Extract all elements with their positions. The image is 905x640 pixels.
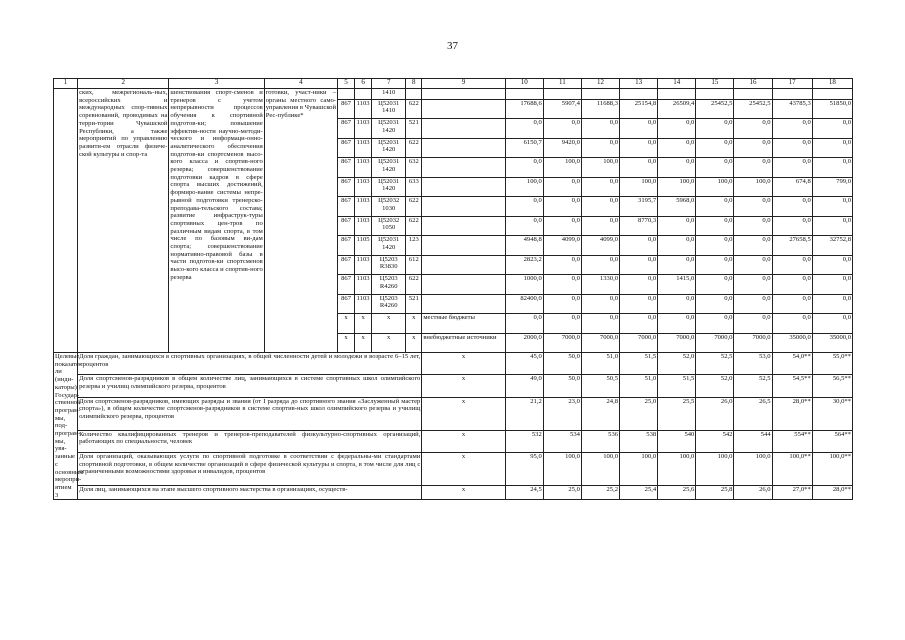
year-value <box>620 89 658 100</box>
year-value: 0,0 <box>658 236 696 256</box>
year-value: 4948,8 <box>505 236 543 256</box>
grbs-code: 867 <box>338 197 355 217</box>
indicator-value: 51,0 <box>620 375 658 397</box>
target-article-code: Ц52031 1420 <box>372 177 406 197</box>
year-value: 0,0 <box>696 197 734 217</box>
year-value: 0,0 <box>734 236 772 256</box>
year-value: 0,0 <box>581 294 619 314</box>
year-value: 0,0 <box>772 275 812 295</box>
indicator-value: 544 <box>734 430 772 452</box>
measure-description: ских, межрегиональ-ных, всероссийских и международных спор-тивных соревнований, проводимых на терри-тории Чувашской Республики, а также мероприятий по управлению развити-ем отрасли физиче-ской культуры и спор-та <box>78 89 169 353</box>
header-cell: 17 <box>772 79 812 89</box>
year-value: 0,0 <box>696 255 734 275</box>
year-value: 2000,0 <box>505 333 543 353</box>
year-value: 0,0 <box>620 314 658 334</box>
header-cell: 11 <box>543 79 581 89</box>
year-value: 0,0 <box>543 216 581 236</box>
header-cell: 3 <box>169 79 264 89</box>
expense-type-code: 622 <box>406 138 422 158</box>
indicator-value: 54,5** <box>772 375 812 397</box>
year-value: 7000,0 <box>620 333 658 353</box>
year-value: 32752,8 <box>812 236 852 256</box>
expense-type-code: 521 <box>406 294 422 314</box>
indicator-value: 538 <box>620 430 658 452</box>
tasks-description: шенствования спорт-сменов и тренеров с учетом непрерывности процессов обучения к спортивной подготов-ки; повышение эффектив-ности научно-методи-ческого и информаци-онно-аналитического обеспечения подготов-ки спортсменов высо-кого класса и спортив-ного резерва; совершенствование подготовки кадров в сфере спорта высших достижений, формиро-вание системы непре-рывной подготовки тренерско-преподава-тельского состава; развитие инфраструк-туры спортивных цен-тров по различным видам спорта, в том числе по базовым ви-дам спорта; совершенствование нормативно-правовой базы в части подготов-ки спортсменов высо-кого класса и спортив-ного резерва <box>169 89 264 353</box>
indicator-value: 51,5 <box>620 353 658 375</box>
grbs-code: 867 <box>338 294 355 314</box>
year-value: 3195,7 <box>620 197 658 217</box>
year-value: 0,0 <box>772 158 812 178</box>
section-code: x <box>355 333 372 353</box>
year-value: 0,0 <box>620 158 658 178</box>
target-article-code: Ц52031 1420 <box>372 138 406 158</box>
funding-source <box>422 197 505 217</box>
target-article-code: Ц5203 R4260 <box>372 294 406 314</box>
year-value: 0,0 <box>696 275 734 295</box>
indicator-value: 52,5 <box>734 375 772 397</box>
year-value: 100,0 <box>696 177 734 197</box>
year-value: 4099,0 <box>543 236 581 256</box>
year-value: 0,0 <box>734 197 772 217</box>
year-value: 7000,0 <box>581 333 619 353</box>
year-value: 0,0 <box>696 119 734 139</box>
year-value: 0,0 <box>620 275 658 295</box>
year-value: 0,0 <box>812 294 852 314</box>
target-article-code: 1410 <box>372 89 406 100</box>
indicator-value: 50,0 <box>543 353 581 375</box>
target-article-code: Ц5203 R4260 <box>372 275 406 295</box>
target-article-code: Ц52032 1050 <box>372 216 406 236</box>
year-value: 0,0 <box>543 275 581 295</box>
year-value: 7000,0 <box>543 333 581 353</box>
indicator-value: 54,0** <box>772 353 812 375</box>
year-value: 0,0 <box>772 294 812 314</box>
year-value: 5968,0 <box>658 197 696 217</box>
funding-source: местные бюджеты <box>422 314 505 334</box>
year-value: 0,0 <box>543 255 581 275</box>
year-value <box>772 89 812 100</box>
header-cell: 1 <box>54 79 78 89</box>
year-value <box>543 89 581 100</box>
year-value <box>581 89 619 100</box>
year-value: 0,0 <box>696 314 734 334</box>
indicator-value: 45,0 <box>505 353 543 375</box>
grbs-code: 867 <box>338 119 355 139</box>
year-value: 6150,7 <box>505 138 543 158</box>
indicator-value: 25,5 <box>658 397 696 430</box>
year-value: 0,0 <box>772 197 812 217</box>
indicator-value: 540 <box>658 430 696 452</box>
year-value: 0,0 <box>734 275 772 295</box>
header-cell: 13 <box>620 79 658 89</box>
header-cell: 4 <box>264 79 337 89</box>
year-value: 7000,0 <box>696 333 734 353</box>
indicator-value: 542 <box>696 430 734 452</box>
expense-type-code <box>406 89 422 100</box>
year-value: 0,0 <box>812 197 852 217</box>
indicator-value: 50,0 <box>543 375 581 397</box>
year-value: 0,0 <box>543 119 581 139</box>
year-value: 0,0 <box>734 138 772 158</box>
year-value: 0,0 <box>734 216 772 236</box>
year-value: 82400,0 <box>505 294 543 314</box>
year-value: 0,0 <box>734 119 772 139</box>
year-value: 0,0 <box>772 216 812 236</box>
year-value: 0,0 <box>812 275 852 295</box>
indicator-x: x <box>422 430 505 452</box>
year-value: 25452,5 <box>734 99 772 119</box>
header-cell: 15 <box>696 79 734 89</box>
page-number: 37 <box>447 40 458 52</box>
indicator-value: 532 <box>505 430 543 452</box>
year-value: 1415,0 <box>658 275 696 295</box>
indicator-value: 100,0 <box>581 453 619 486</box>
year-value: 0,0 <box>543 294 581 314</box>
indicator-value: 21,2 <box>505 397 543 430</box>
indicator-text: Количество квалифицированных тренеров и тренеров-преподавателей физкультурно-спортивных организаций, работающих по специальности, человек <box>78 430 422 452</box>
indicator-value: 100,0** <box>772 453 812 486</box>
year-value <box>696 89 734 100</box>
header-cell: 8 <box>406 79 422 89</box>
year-value: 0,0 <box>696 158 734 178</box>
expense-type-code: 622 <box>406 216 422 236</box>
year-value: 100,0 <box>620 177 658 197</box>
year-value: 100,0 <box>734 177 772 197</box>
funding-source <box>422 294 505 314</box>
year-value: 0,0 <box>772 138 812 158</box>
year-value: 0,0 <box>505 119 543 139</box>
grbs-code: 867 <box>338 138 355 158</box>
finance-row <box>54 89 853 100</box>
indicator-value: 100,0 <box>734 453 772 486</box>
executor-description: готовки, участ-ники – органы местного само-управления в Чувашской Рес-публике* <box>264 89 337 353</box>
expense-type-code: 632 <box>406 158 422 178</box>
year-value: 0,0 <box>658 158 696 178</box>
year-value: 0,0 <box>734 294 772 314</box>
indicator-value: 534 <box>543 430 581 452</box>
indicator-value: 95,0 <box>505 453 543 486</box>
target-article-code: x <box>372 314 406 334</box>
target-article-code: Ц52031 1420 <box>372 158 406 178</box>
indicator-row <box>54 397 853 430</box>
indicator-value: 27,0** <box>772 485 812 499</box>
year-value: 9420,0 <box>543 138 581 158</box>
indicator-value: 100,0 <box>696 453 734 486</box>
indicator-value: 56,5** <box>812 375 852 397</box>
year-value: 0,0 <box>543 177 581 197</box>
funding-source <box>422 216 505 236</box>
year-value: 0,0 <box>505 314 543 334</box>
year-value: 17688,6 <box>505 99 543 119</box>
grbs-code: x <box>338 314 355 334</box>
expense-type-code: 622 <box>406 99 422 119</box>
year-value: 8770,3 <box>620 216 658 236</box>
year-value: 799,0 <box>812 177 852 197</box>
section-code: 1103 <box>355 158 372 178</box>
year-value: 0,0 <box>543 314 581 334</box>
year-value: 4099,0 <box>581 236 619 256</box>
year-value: 0,0 <box>581 216 619 236</box>
year-value: 25452,5 <box>696 99 734 119</box>
header-cell: 9 <box>422 79 505 89</box>
year-value: 0,0 <box>581 197 619 217</box>
year-value: 0,0 <box>505 197 543 217</box>
header-cell: 12 <box>581 79 619 89</box>
year-value: 0,0 <box>812 314 852 334</box>
indicator-value: 24,8 <box>581 397 619 430</box>
year-value: 2823,2 <box>505 255 543 275</box>
indicator-x: x <box>422 485 505 499</box>
indicator-row <box>54 430 853 452</box>
section-code: 1103 <box>355 119 372 139</box>
indicator-value: 49,0 <box>505 375 543 397</box>
year-value: 0,0 <box>581 177 619 197</box>
header-cell: 7 <box>372 79 406 89</box>
year-value: 1000,0 <box>505 275 543 295</box>
year-value: 0,0 <box>658 255 696 275</box>
year-value: 0,0 <box>696 236 734 256</box>
year-value: 0,0 <box>734 255 772 275</box>
indicator-value: 25,6 <box>658 485 696 499</box>
funding-source <box>422 89 505 100</box>
year-value: 0,0 <box>505 158 543 178</box>
year-value: 0,0 <box>658 294 696 314</box>
year-value: 35000,0 <box>812 333 852 353</box>
indicator-row <box>54 353 853 375</box>
expense-type-code: x <box>406 314 422 334</box>
indicator-value: 100,0 <box>620 453 658 486</box>
funding-source <box>422 236 505 256</box>
indicator-value: 100,0** <box>812 453 852 486</box>
indicator-value: 55,0** <box>812 353 852 375</box>
year-value: 1330,0 <box>581 275 619 295</box>
year-value: 0,0 <box>812 216 852 236</box>
grbs-code: 867 <box>338 177 355 197</box>
grbs-code: 867 <box>338 236 355 256</box>
header-cell: 18 <box>812 79 852 89</box>
indicator-row <box>54 453 853 486</box>
year-value: 0,0 <box>658 119 696 139</box>
section-code: x <box>355 314 372 334</box>
grbs-code: 867 <box>338 99 355 119</box>
funding-source: внебюджетные источники <box>422 333 505 353</box>
year-value: 0,0 <box>696 294 734 314</box>
col1-cell <box>54 89 78 353</box>
section-code: 1103 <box>355 177 372 197</box>
funding-source <box>422 275 505 295</box>
year-value: 0,0 <box>581 119 619 139</box>
header-cell: 14 <box>658 79 696 89</box>
section-code: 1103 <box>355 99 372 119</box>
indicator-value: 25,8 <box>696 485 734 499</box>
grbs-code <box>338 89 355 100</box>
indicator-text: Доля спортсменов-разрядников в общем количестве лиц, занимающихся в системе спортивных школ олимпийского резерва и училищ олимпийского резерва, процентов <box>78 375 422 397</box>
section-code: 1103 <box>355 255 372 275</box>
target-indicators-label: Целевые показате-ли (инди-каторы) Государ-ственной програм-мы, под-програм-мы, увя-занные с основным меропри-ятием 3 <box>55 353 84 499</box>
indicator-value: 52,5 <box>696 353 734 375</box>
year-value: 43785,3 <box>772 99 812 119</box>
year-value: 0,0 <box>581 255 619 275</box>
year-value: 0,0 <box>772 314 812 334</box>
indicator-value: 30,0** <box>812 397 852 430</box>
funding-source <box>422 99 505 119</box>
year-value: 26509,4 <box>658 99 696 119</box>
year-value: 0,0 <box>543 197 581 217</box>
year-value: 0,0 <box>658 314 696 334</box>
indicator-value: 100,0 <box>543 453 581 486</box>
indicator-value: 25,0 <box>543 485 581 499</box>
year-value: 27658,5 <box>772 236 812 256</box>
indicator-text: Доля лиц, занимающихся на этапе высшего спортивного мастерства в организациях, осуществ- <box>78 485 422 499</box>
indicator-value: 25,4 <box>620 485 658 499</box>
indicator-text: Доля граждан, занимающихся в спортивных организациях, в общей численности детей и молодежи в возрасте 6–15 лет, процентов <box>78 353 422 375</box>
indicator-value: 536 <box>581 430 619 452</box>
indicator-value: 53,0 <box>734 353 772 375</box>
year-value: 0,0 <box>505 216 543 236</box>
indicator-value: 100,0 <box>658 453 696 486</box>
year-value: 0,0 <box>696 138 734 158</box>
year-value: 0,0 <box>812 119 852 139</box>
indicator-value: 51,0 <box>581 353 619 375</box>
indicator-value: 25,2 <box>581 485 619 499</box>
indicator-value: 564** <box>812 430 852 452</box>
year-value: 0,0 <box>812 138 852 158</box>
target-article-code: x <box>372 333 406 353</box>
funding-source <box>422 255 505 275</box>
expense-type-code: 521 <box>406 119 422 139</box>
target-article-code: Ц52032 1030 <box>372 197 406 217</box>
section-code: 1105 <box>355 236 372 256</box>
indicator-text: Доля организаций, оказывающих услуги по спортивной подготовке в соответствии с федеральны-ми стандартами спортивной подготовки, в общем количестве организаций в сфере физической культуры и спорта, в том числе для лиц с ограниченными возможностями здоровья и инвалидов, процентов <box>78 453 422 486</box>
grbs-code: 867 <box>338 255 355 275</box>
grbs-code: 867 <box>338 275 355 295</box>
year-value <box>658 89 696 100</box>
year-value: 0,0 <box>620 294 658 314</box>
header-row <box>54 79 853 89</box>
year-value <box>505 89 543 100</box>
year-value: 0,0 <box>581 138 619 158</box>
target-article-code: Ц52031 1420 <box>372 119 406 139</box>
year-value: 100,0 <box>543 158 581 178</box>
program-table <box>53 78 853 500</box>
section-code: 1103 <box>355 138 372 158</box>
indicator-value: 25,0 <box>620 397 658 430</box>
indicator-x: x <box>422 397 505 430</box>
expense-type-code: 622 <box>406 275 422 295</box>
year-value <box>812 89 852 100</box>
expense-type-code: 612 <box>406 255 422 275</box>
year-value: 100,0 <box>658 177 696 197</box>
expense-type-code: 633 <box>406 177 422 197</box>
section-code <box>355 89 372 100</box>
year-value: 11688,3 <box>581 99 619 119</box>
year-value: 0,0 <box>620 138 658 158</box>
grbs-code: 867 <box>338 158 355 178</box>
year-value: 7000,0 <box>734 333 772 353</box>
indicator-value: 26,0 <box>734 485 772 499</box>
expense-type-code: x <box>406 333 422 353</box>
year-value <box>734 89 772 100</box>
grbs-code: 867 <box>338 216 355 236</box>
indicator-value: 23,0 <box>543 397 581 430</box>
indicator-value: 28,0** <box>812 485 852 499</box>
year-value: 5907,4 <box>543 99 581 119</box>
year-value: 100,0 <box>505 177 543 197</box>
year-value: 0,0 <box>658 138 696 158</box>
funding-source <box>422 119 505 139</box>
indicator-value: 52,0 <box>658 353 696 375</box>
indicator-value: 52,0 <box>696 375 734 397</box>
target-article-code: Ц5203 R3830 <box>372 255 406 275</box>
header-cell: 10 <box>505 79 543 89</box>
year-value: 0,0 <box>620 255 658 275</box>
year-value: 0,0 <box>772 119 812 139</box>
section-code: 1103 <box>355 216 372 236</box>
target-article-code: Ц52031 1420 <box>372 236 406 256</box>
year-value: 0,0 <box>812 158 852 178</box>
year-value: 0,0 <box>734 314 772 334</box>
year-value: 0,0 <box>812 255 852 275</box>
year-value: 0,0 <box>620 119 658 139</box>
year-value: 0,0 <box>620 236 658 256</box>
year-value: 674,8 <box>772 177 812 197</box>
indicator-value: 26,5 <box>734 397 772 430</box>
indicator-value: 554** <box>772 430 812 452</box>
indicator-text: Доля спортсменов-разрядников, имеющих разряды и звания (от I разряда до спортивного звания «Заслуженный мастер спорта»), в общем количестве спортсменов-разрядников в системе спортив-ных школ олимпийского резерва и училищ олимпийского резерва, процентов <box>78 397 422 430</box>
header-cell: 6 <box>355 79 372 89</box>
year-value: 0,0 <box>772 255 812 275</box>
header-cell: 2 <box>78 79 169 89</box>
year-value: 0,0 <box>734 158 772 178</box>
year-value: 0,0 <box>696 216 734 236</box>
year-value: 0,0 <box>658 216 696 236</box>
indicator-value: 50,5 <box>581 375 619 397</box>
funding-source <box>422 138 505 158</box>
section-code: 1103 <box>355 197 372 217</box>
indicator-x: x <box>422 353 505 375</box>
year-value: 7000,0 <box>658 333 696 353</box>
year-value: 100,0 <box>581 158 619 178</box>
funding-source <box>422 177 505 197</box>
indicator-value: 28,0** <box>772 397 812 430</box>
target-article-code: Ц52031 1410 <box>372 99 406 119</box>
year-value: 51850,0 <box>812 99 852 119</box>
year-value: 25154,8 <box>620 99 658 119</box>
indicator-value: 24,5 <box>505 485 543 499</box>
indicator-value: 51,5 <box>658 375 696 397</box>
year-value: 0,0 <box>581 314 619 334</box>
section-code: 1103 <box>355 275 372 295</box>
indicator-row <box>54 375 853 397</box>
year-value: 35000,0 <box>772 333 812 353</box>
funding-source <box>422 158 505 178</box>
header-cell: 16 <box>734 79 772 89</box>
expense-type-code: 622 <box>406 197 422 217</box>
indicator-x: x <box>422 453 505 486</box>
header-cell: 5 <box>338 79 355 89</box>
indicator-row <box>54 485 853 499</box>
section-code: 1103 <box>355 294 372 314</box>
indicator-x: x <box>422 375 505 397</box>
indicator-value: 26,0 <box>696 397 734 430</box>
expense-type-code: 123 <box>406 236 422 256</box>
grbs-code: x <box>338 333 355 353</box>
